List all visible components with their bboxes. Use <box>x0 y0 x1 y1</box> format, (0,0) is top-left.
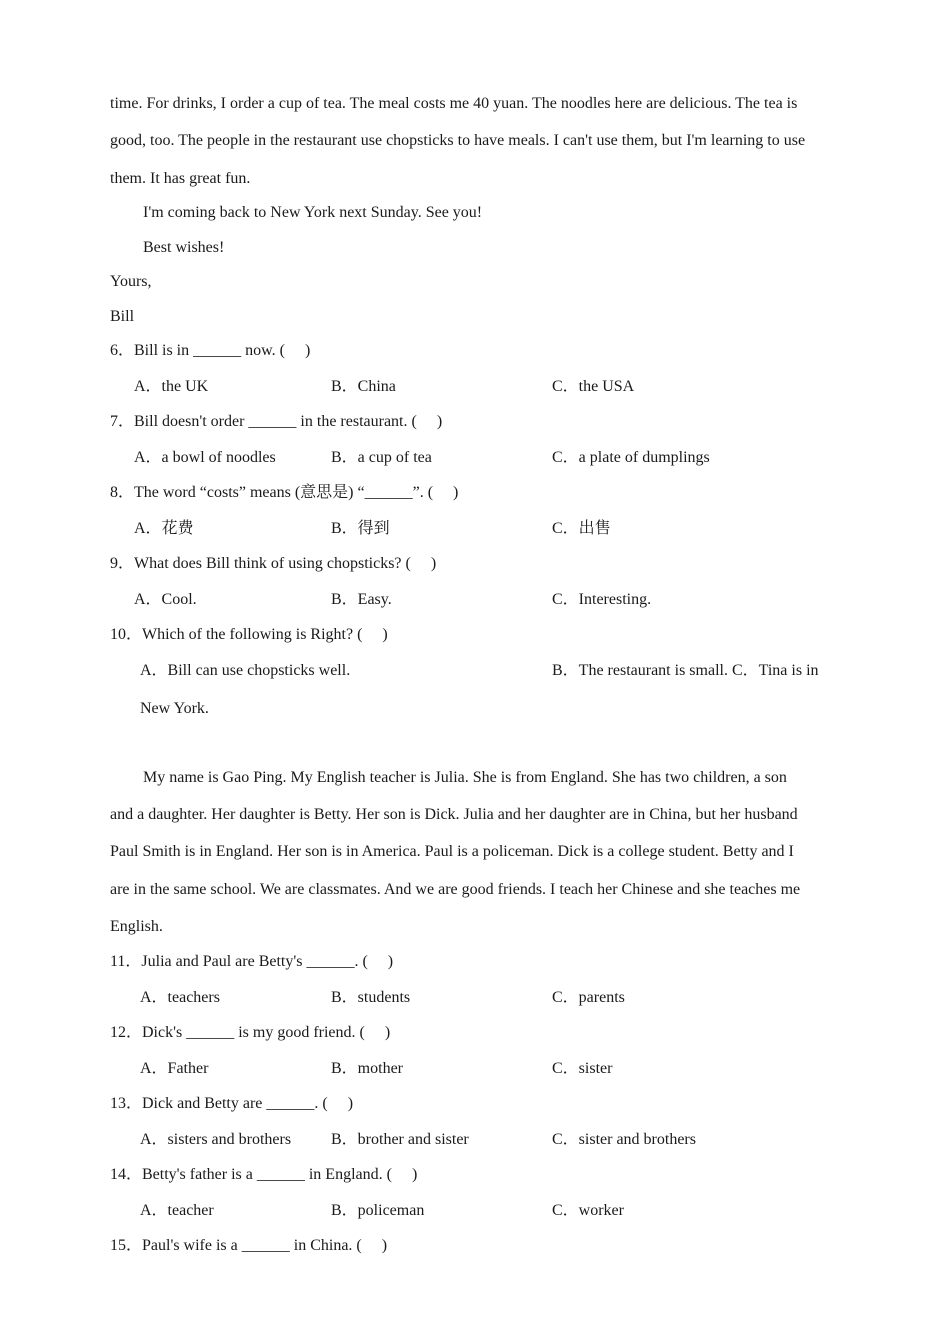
option-a: A．花费 <box>134 520 194 537</box>
question-stem: 14．Betty's father is a ______ in England. ( ) <box>110 1166 418 1183</box>
passage-line: and a daughter. Her daughter is Betty. Her son is Dick. Julia and her daughter are in China, but her husband <box>110 806 798 823</box>
option-c: C．the USA <box>552 378 635 395</box>
option-c: C．sister <box>552 1060 613 1077</box>
option-c: C．Interesting. <box>552 591 652 608</box>
option-b: B．得到 <box>331 520 390 537</box>
option-b: B．a cup of tea <box>331 449 432 466</box>
letter-yours: Yours, <box>110 273 152 290</box>
option-c: C．sister and brothers <box>552 1131 696 1148</box>
option-continuation: New York. <box>140 700 209 717</box>
option-b: B．students <box>331 989 411 1006</box>
question-stem: 13．Dick and Betty are ______. ( ) <box>110 1095 354 1112</box>
question-stem: 10．Which of the following is Right? ( ) <box>110 626 388 643</box>
passage-line: My name is Gao Ping. My English teacher is Julia. She is from England. She has two children, a son <box>143 769 787 786</box>
option-a: A．Cool. <box>134 591 197 608</box>
passage-line: are in the same school. We are classmates. And we are good friends. I teach her Chinese and she teaches me <box>110 881 801 898</box>
question-stem: 8．The word “costs” means (意思是) “______”. ( ) <box>110 484 459 501</box>
letter-closing-line: I'm coming back to New York next Sunday. See you! <box>143 204 483 221</box>
option-c: C．worker <box>552 1202 624 1219</box>
option-b: B．Easy. <box>331 591 392 608</box>
passage-line: English. <box>110 918 163 935</box>
question-stem: 11．Julia and Paul are Betty's ______. ( ) <box>110 953 394 970</box>
option-a: A．Father <box>140 1060 209 1077</box>
passage-line: them. It has great fun. <box>110 170 251 187</box>
option-a: A．Bill can use chopsticks well. <box>140 662 351 679</box>
question-stem: 12．Dick's ______ is my good friend. ( ) <box>110 1024 391 1041</box>
passage-line: Paul Smith is in England. Her son is in America. Paul is a policeman. Dick is a college student. Betty and I <box>110 843 794 860</box>
option-b: B．mother <box>331 1060 403 1077</box>
option-a: A．the UK <box>134 378 209 395</box>
letter-best-wishes: Best wishes! <box>143 239 225 256</box>
option-a: A．teacher <box>140 1202 214 1219</box>
question-stem: 9．What does Bill think of using chopsticks? ( ) <box>110 555 437 572</box>
question-stem: 6．Bill is in ______ now. ( ) <box>110 342 311 359</box>
option-b-c: B．The restaurant is small. C．Tina is in <box>552 662 819 679</box>
option-c: C．a plate of dumplings <box>552 449 710 466</box>
option-a: A．teachers <box>140 989 220 1006</box>
option-b: B．brother and sister <box>331 1131 469 1148</box>
option-c: C．出售 <box>552 520 611 537</box>
question-stem: 15．Paul's wife is a ______ in China. ( ) <box>110 1237 388 1254</box>
passage-line: time. For drinks, I order a cup of tea. The meal costs me 40 yuan. The noodles here are delicious. The tea is <box>110 95 798 112</box>
passage-line: good, too. The people in the restaurant use chopsticks to have meals. I can't use them, but I'm learning to use <box>110 132 806 149</box>
question-stem: 7．Bill doesn't order ______ in the restaurant. ( ) <box>110 413 443 430</box>
option-a: A．sisters and brothers <box>140 1131 292 1148</box>
option-b: B．China <box>331 378 396 395</box>
letter-signature: Bill <box>110 308 135 325</box>
option-a: A．a bowl of noodles <box>134 449 276 466</box>
option-c: C．parents <box>552 989 625 1006</box>
option-b: B．policeman <box>331 1202 425 1219</box>
